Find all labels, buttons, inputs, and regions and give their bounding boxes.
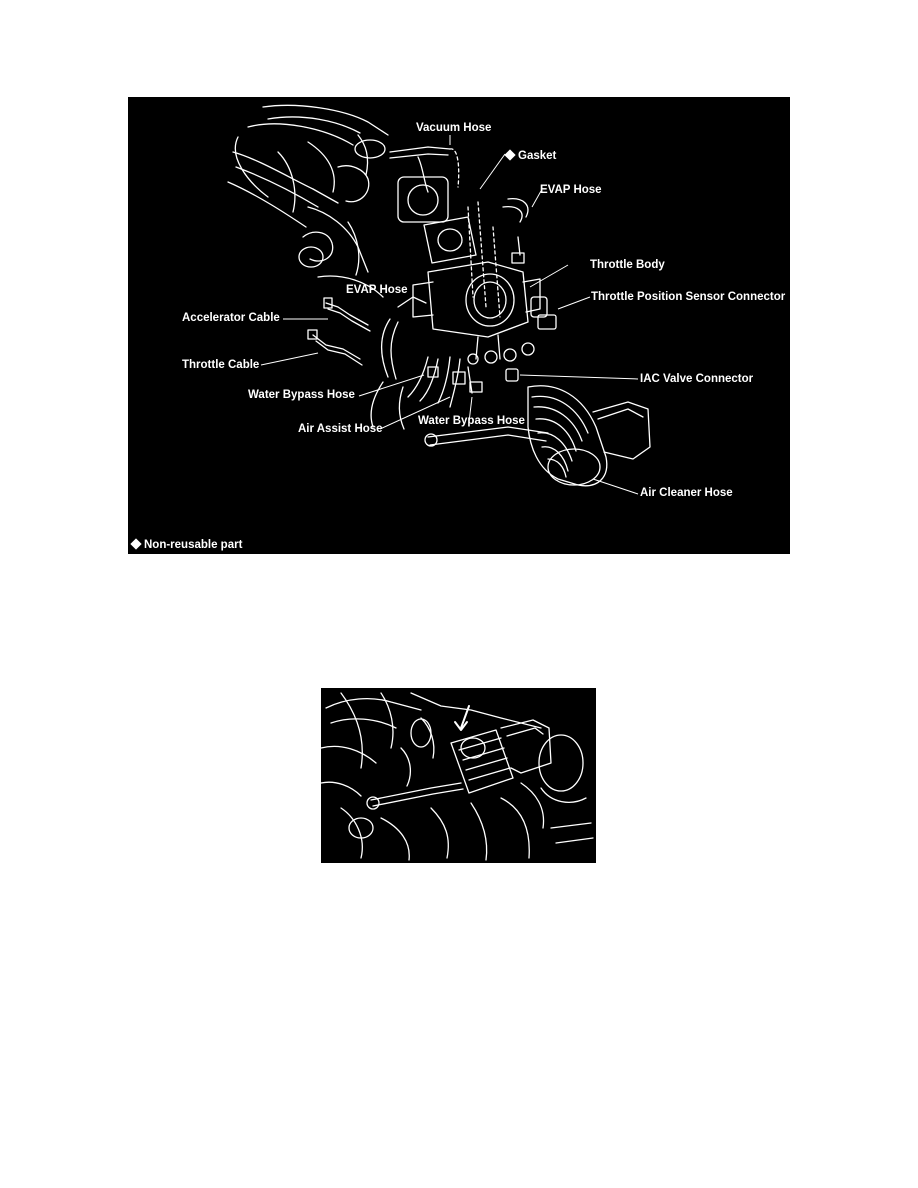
air-cleaner-hose-photo	[321, 688, 596, 863]
label-gasket	[504, 149, 556, 163]
label-gasket-text: Gasket	[518, 150, 557, 162]
label-throttle-body: Throttle Body	[590, 259, 665, 271]
legend-non-reusable	[130, 538, 242, 552]
label-air-assist-hose: Air Assist Hose	[298, 423, 383, 435]
label-water-bypass-hose-left: Water Bypass Hose	[248, 389, 355, 401]
label-air-cleaner-hose: Air Cleaner Hose	[640, 487, 733, 499]
label-evap-hose-mid: EVAP Hose	[346, 284, 408, 296]
throttle-body-exploded-diagram	[128, 97, 790, 554]
label-accelerator-cable: Accelerator Cable	[182, 312, 280, 324]
label-vacuum-hose: Vacuum Hose	[416, 122, 492, 134]
label-evap-hose-top: EVAP Hose	[540, 184, 602, 196]
diamond-icon	[130, 539, 141, 550]
legend-text: Non-reusable part	[144, 539, 243, 551]
label-iac-valve-connector: IAC Valve Connector	[640, 373, 754, 385]
engine-bay-line-art	[321, 688, 596, 863]
label-water-bypass-hose-right: Water Bypass Hose	[418, 415, 525, 427]
diamond-icon	[504, 150, 515, 161]
label-throttle-cable: Throttle Cable	[182, 359, 260, 371]
label-tps-connector: Throttle Position Sensor Connector	[591, 291, 786, 303]
